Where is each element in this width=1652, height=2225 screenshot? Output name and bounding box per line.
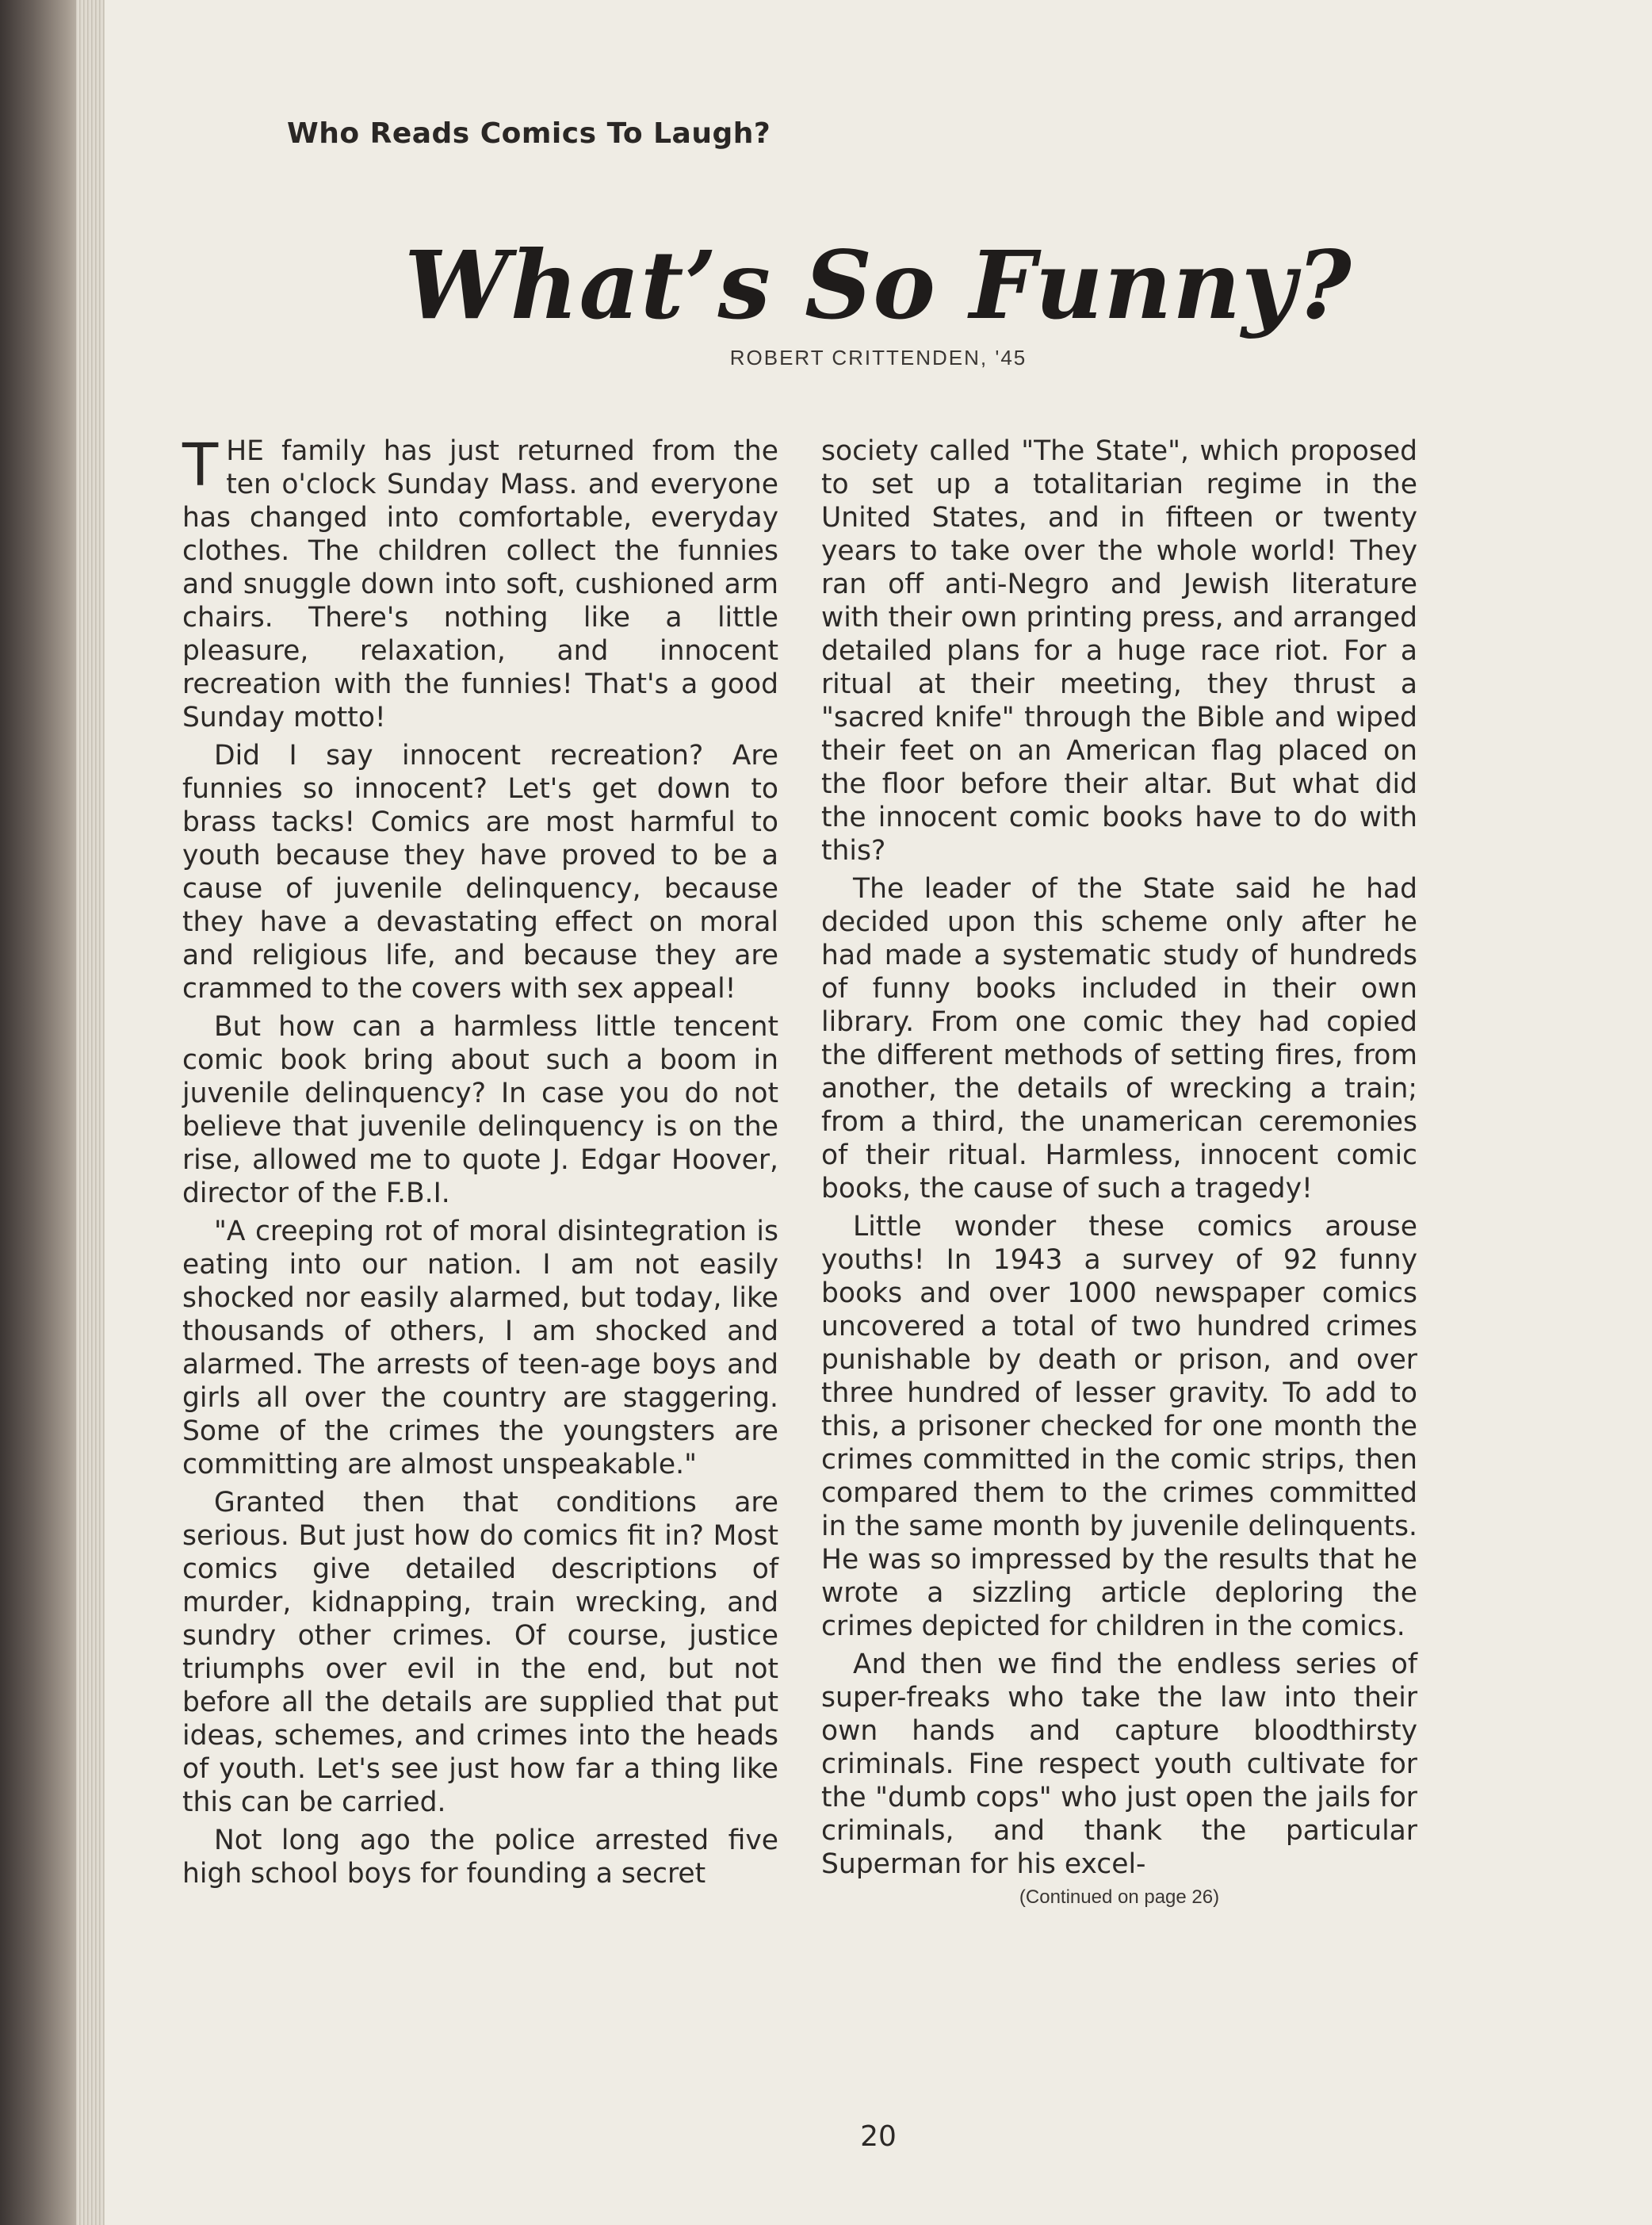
paragraph: But how can a harmless little tencent comic book bring about such a boom in juvenile delinquency? In case you do not believe that juvenile delinquency is on the rise, allowed me to quote J. Edgar Hoover, director of the F.B.I. bbox=[182, 1011, 778, 1209]
paragraph: Did I say innocent recreation? Are funnies so innocent? Let's get down to brass tacks! Comics are most harmful to youth because they have proved to be a cause of juvenile delinquency, because they have a devastating effect on moral and religious life, and because they are crammed to the covers with sex appeal! bbox=[182, 740, 778, 1005]
right-column bbox=[821, 435, 1417, 1909]
quote-paragraph: "A creeping rot of moral disintegration is eating into our nation. I am not easily shocked nor easily alarmed, but today, like thousands of others, I am shocked and alarmed. The arrests of teen-age boys and girls all over the country are staggering. Some of the crimes the youngsters are committing are almost unspeakable." bbox=[182, 1216, 778, 1480]
paragraph: Not long ago the police arrested five high school boys for founding a secret bbox=[182, 1825, 778, 1890]
running-head: Who Reads Comics To Laugh? bbox=[287, 117, 771, 150]
paragraph: Little wonder these comics arouse youths! In 1943 a survey of 92 funny books and over 1000 newspaper comics uncovered a total of two hundred crimes punishable by death or prison, and over three hundred of lesser gravity. To add to this, a prisoner checked for one month the crimes committed in the comic strips, then compared them to the crimes committed in the same month by juvenile delinquents. He was so impressed by the results that he wrote a sizzling article deploring the crimes depicted for children in the comics. bbox=[821, 1211, 1417, 1642]
page-number: 20 bbox=[860, 2120, 897, 2153]
article-title: What’s So Funny? bbox=[404, 230, 1352, 340]
paragraph: The leader of the State said he had decided upon this scheme only after he had made a systematic study of hundreds of funny books included in their own library. From one comic they had copied the different methods of setting fires, from another, the details of wrecking a train; from a third, the unamerican ceremonies of their ritual. Harmless, innocent comic books, the cause of such a tragedy! bbox=[821, 873, 1417, 1204]
paragraph: And then we find the endless series of super-freaks who take the law into their own hands and capture bloodthirsty criminals. Fine respect youth cultivate for the "dumb cops" who just open the jails for criminals, and thank the particular Superman for his excel- bbox=[821, 1649, 1417, 1880]
byline: ROBERT CRITTENDEN, '45 bbox=[729, 346, 1027, 370]
paragraph-text: HE family has just returned from the ten o'clock Sunday Mass. and everyone has changed into comfortable, everyday clothes. The children collect the funnies and snuggle down into soft, cushioned arm chairs. There's nothing like a little pleasure, relaxation, and innocent recreation with the funnies! That's a good Sunday motto! bbox=[182, 435, 778, 733]
left-column bbox=[182, 431, 778, 1890]
paragraph bbox=[182, 431, 778, 734]
paragraph: Granted then that conditions are serious. But just how do comics fit in? Most comics give detailed descriptions of murder, kidnapping, train wrecking, and sundry other crimes. Of course, justice triumphs over evil in the end, but not before all the details are supplied that put ideas, schemes, and crimes into the heads of youth. Let's see just how far a thing like this can be carried. bbox=[182, 1487, 778, 1818]
continued-note: (Continued on page 26) bbox=[1019, 1886, 1220, 1908]
drop-cap: T bbox=[182, 431, 219, 500]
paragraph: society called "The State", which proposed to set up a totalitarian regime in the United States, and in fifteen or twenty years to take over the whole world! They ran off anti-Negro and Jewish literature with their own printing press, and arranged detailed plans for a huge race riot. For a ritual at their meeting, they thrust a "sacred knife" through the Bible and wiped their feet on an American flag placed on the floor before their altar. But what did the innocent comic books have to do with this? bbox=[821, 435, 1417, 867]
page-edges bbox=[76, 0, 105, 2225]
